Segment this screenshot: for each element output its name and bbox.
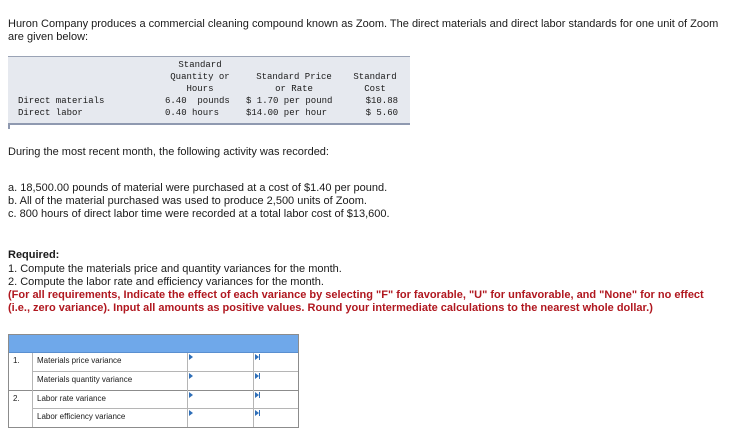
- grid-divider: [32, 353, 33, 427]
- problem-intro: Huron Company produces a commercial cleaning compound known as Zoom. The direct materials and direct labor standards for one unit of Zoom are given below:: [8, 18, 719, 43]
- amount-input-marker[interactable]: [189, 410, 193, 416]
- header-cost-line2: Cost: [364, 84, 386, 94]
- requirement-number: 2.: [13, 394, 20, 403]
- header-cost-line1: Standard: [353, 72, 397, 82]
- requirements-list: [8, 263, 342, 289]
- grid-divider: [187, 353, 188, 427]
- row-price-direct-materials: $ 1.70 per pound: [246, 96, 333, 106]
- row-qty-direct-labor: 0.40 hours: [165, 108, 220, 118]
- row-price-direct-labor: $14.00 per hour: [246, 108, 328, 118]
- row-qty-direct-materials: 6.40 pounds: [165, 96, 230, 106]
- row-label-materials-price-variance: Materials price variance: [37, 356, 122, 365]
- header-qty-line3: Hours: [186, 84, 214, 94]
- activity-item: b. All of the material purchased was used to produce 2,500 units of Zoom.: [8, 195, 367, 207]
- answer-grid: [8, 334, 299, 428]
- grid-divider: [253, 353, 254, 427]
- row-cost-direct-materials: $10.88: [365, 96, 398, 106]
- header-price-line1: Standard Price: [256, 72, 332, 82]
- activity-list: [8, 182, 390, 221]
- effect-dropdown-bar: [259, 354, 260, 360]
- standards-table: [8, 56, 410, 126]
- effect-dropdown-bar: [259, 392, 260, 398]
- requirement-item: 2. Compute the labor rate and efficiency variances for the month.: [8, 276, 324, 288]
- row-label-materials-quantity-variance: Materials quantity variance: [37, 375, 133, 384]
- activity-item: a. 18,500.00 pounds of material were purchased at a cost of $1.40 per pound.: [8, 182, 388, 194]
- amount-input-marker[interactable]: [189, 354, 193, 360]
- row-label-direct-materials: Direct materials: [18, 96, 105, 106]
- row-label-direct-labor: Direct labor: [18, 108, 83, 118]
- instructions-note: (For all requirements, Indicate the effect of each variance by selecting "F" for favorable, "U" for unfavorable, and "None" for no effect (i.e., zero variance). Input all amounts as positive values. Round your intermediate calculations to the nearest whole dollar.): [8, 289, 704, 314]
- header-qty-line2: Quantity or: [170, 72, 230, 82]
- standards-table-rule: [8, 123, 410, 125]
- standards-table-tick: [8, 123, 10, 129]
- activity-heading: During the most recent month, the following activity was recorded:: [8, 146, 329, 158]
- grid-divider: [33, 371, 298, 372]
- answer-grid-header: [9, 335, 298, 353]
- activity-item: c. 800 hours of direct labor time were recorded at a total labor cost of $13,600.: [8, 208, 390, 220]
- row-label-labor-rate-variance: Labor rate variance: [37, 394, 106, 403]
- required-heading: Required:: [8, 249, 60, 261]
- row-cost-direct-labor: $ 5.60: [365, 108, 398, 118]
- grid-divider: [33, 408, 298, 409]
- effect-dropdown-bar: [259, 373, 260, 379]
- grid-divider: [9, 390, 298, 391]
- requirement-number: 1.: [13, 356, 20, 365]
- requirement-item: 1. Compute the materials price and quantity variances for the month.: [8, 263, 342, 275]
- row-label-labor-efficiency-variance: Labor efficiency variance: [37, 412, 126, 421]
- header-price-line2: or Rate: [275, 84, 313, 94]
- amount-input-marker[interactable]: [189, 373, 193, 379]
- header-qty-line1: Standard: [178, 60, 222, 70]
- amount-input-marker[interactable]: [189, 392, 193, 398]
- effect-dropdown-bar: [259, 410, 260, 416]
